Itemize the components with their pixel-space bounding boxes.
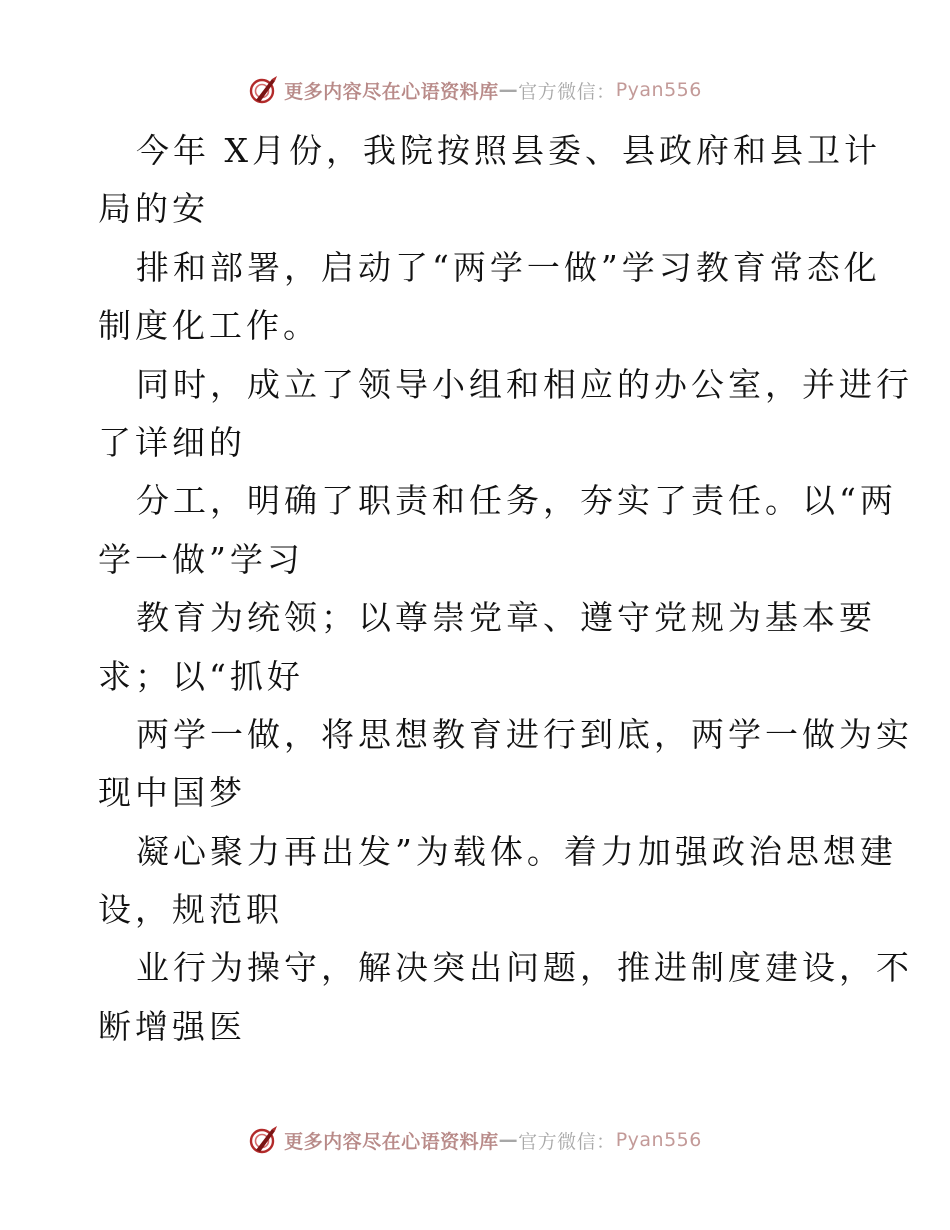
watermark-wechat-id: Pyan556	[615, 79, 702, 101]
watermark-wechat-id: Pyan556	[615, 1129, 702, 1151]
watermark-main-text: 更多内容尽在心语资料库	[284, 80, 499, 103]
text-line: 分工，明确了职责和任务，夯实了责任。以“两	[136, 481, 897, 521]
quill-pen-logo-icon	[248, 1125, 278, 1155]
text-line: 凝心聚力再出发”为载体。着力加强政治思想建	[136, 831, 897, 871]
header-watermark	[0, 68, 950, 112]
document-body	[98, 122, 913, 1056]
watermark-wechat-label: 官方微信：	[518, 80, 616, 103]
text-line: 排和部署，启动了“两学一做”学习教育常态化	[136, 247, 881, 287]
text-line: 制度化工作。	[98, 306, 320, 346]
text-line: 两学一做，将思想教育进行到底，两学一做为实	[136, 714, 913, 754]
quill-pen-logo-icon	[248, 75, 278, 105]
text-line: 业行为操守，解决突出问题，推进制度建设，不	[136, 948, 913, 988]
watermark-dash: —	[498, 79, 519, 101]
watermark-wechat-label: 官方微信：	[518, 1130, 616, 1153]
watermark-text	[284, 77, 702, 104]
watermark-main-text: 更多内容尽在心语资料库	[284, 1130, 499, 1153]
watermark-dash: —	[498, 1129, 519, 1151]
text-line: 同时，成立了领导小组和相应的办公室，并进行	[136, 364, 913, 404]
footer-watermark	[0, 1118, 950, 1162]
watermark-text	[284, 1127, 702, 1154]
text-line: 现中国梦	[98, 773, 246, 813]
text-line: 教育为统领；以尊崇党章、遵守党规为基本要	[136, 598, 876, 638]
text-line: 局的安	[98, 189, 209, 229]
text-line: 学一做”学习	[98, 539, 304, 579]
text-line: 了详细的	[98, 422, 246, 462]
text-line: 设，规范职	[98, 890, 283, 930]
text-line: 断增强医	[98, 1006, 246, 1046]
text-line: 求；以“抓好	[98, 656, 304, 696]
text-line: 今年 X月份，我院按照县委、县政府和县卫计	[136, 131, 881, 170]
